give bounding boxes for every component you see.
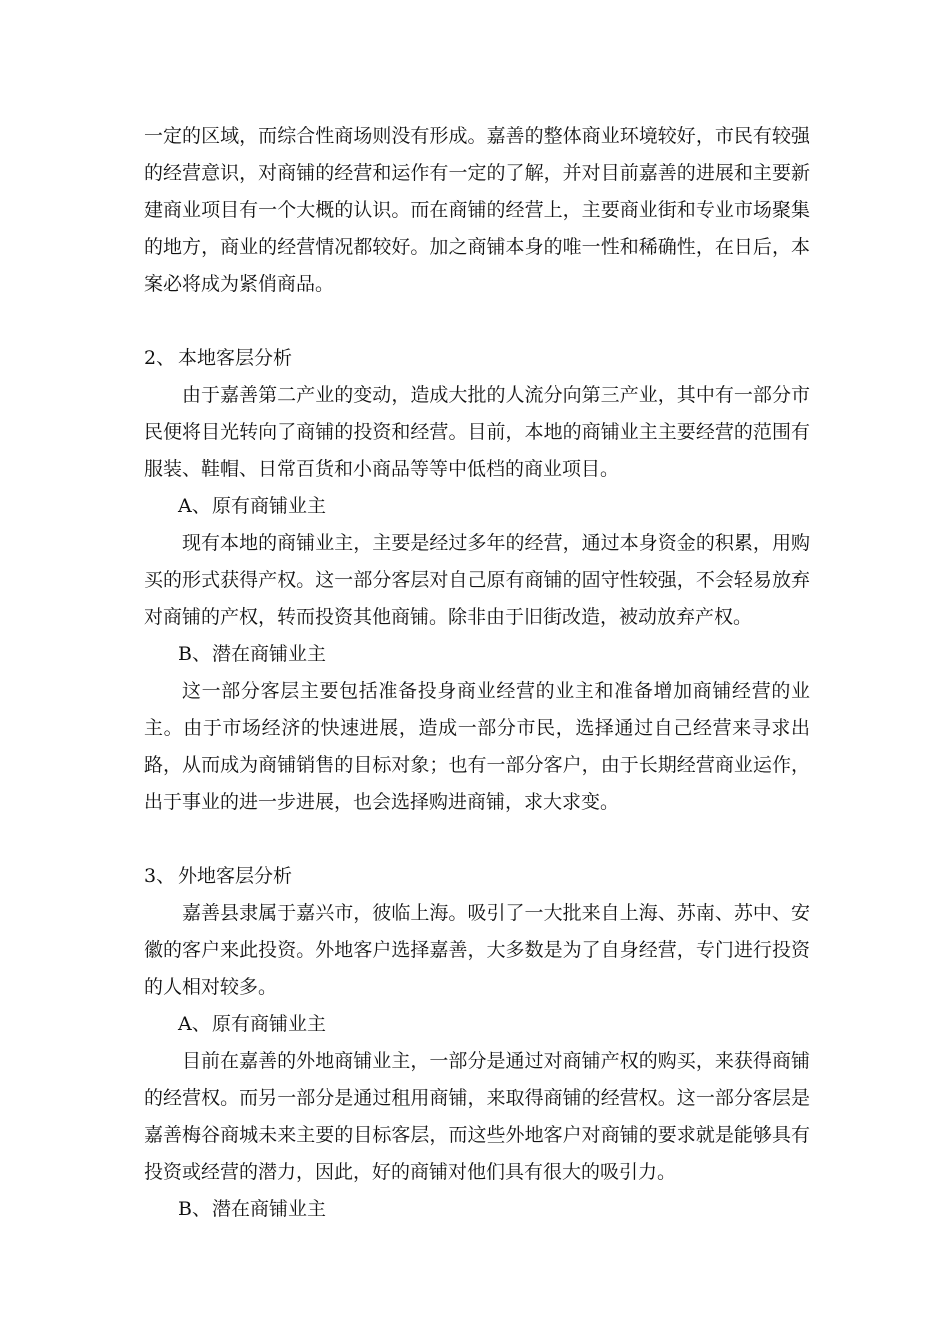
section-2-sub-a-title: 原有商铺业主 [212, 495, 327, 517]
section-3-sub-a-paragraph: 目前在嘉善的外地商铺业主，一部分是通过对商铺产权的购买，来获得商铺的经营权。而另一部分是通过租用商铺，来取得商铺的经营权。这一部分客层是嘉善梅谷商城未来主要的目标客层，而这些外地客户对商铺的要求就是能够具有投资或经营的潜力，因此，好的商铺对他们具有很大的吸引力。 [144, 1050, 810, 1183]
section-3-sub-b-heading [144, 1191, 810, 1228]
section-2-number: 2、 [144, 347, 176, 369]
section-3-sub-a-marker: A、 [178, 1013, 211, 1035]
section-3-number: 3、 [144, 865, 176, 887]
section-2-sub-b-marker: B、 [178, 643, 211, 665]
section-2-paragraph: 由于嘉善第二产业的变动，造成大批的人流分向第三产业，其中有一部分市民便将目光转向了商铺的投资和经营。目前，本地的商铺业主主要经营的范围有服装、鞋帽、日常百货和小商品等等中低档的商业项目。 [144, 384, 810, 480]
section-2-title: 本地客层分析 [178, 347, 293, 369]
section-3-sub-b-title: 潜在商铺业主 [212, 1198, 327, 1220]
document-body [144, 118, 810, 1228]
section-3-sub-a-title: 原有商铺业主 [212, 1013, 327, 1035]
section-3-paragraph: 嘉善县隶属于嘉兴市，彼临上海。吸引了一大批来自上海、苏南、苏中、安徽的客户来此投资。外地客户选择嘉善，大多数是为了自身经营，专门进行投资的人相对较多。 [144, 902, 810, 998]
section-3-sub-a-heading [144, 1006, 810, 1043]
section-2-sub-a-paragraph: 现有本地的商铺业主，主要是经过多年的经营，通过本身资金的积累，用购买的形式获得产权。这一部分客层对自己原有商铺的固守性较强，不会轻易放弃对商铺的产权，转而投资其他商铺。除非由于旧街改造，被动放弃产权。 [144, 532, 810, 628]
section-2-sub-b-paragraph: 这一部分客层主要包括准备投身商业经营的业主和准备增加商铺经营的业主。由于市场经济的快速进展，造成一部分市民，选择通过自己经营来寻求出路，从而成为商铺销售的目标对象；也有一部分客户，由于长期经营商业运作，出于事业的进一步进展，也会选择购进商铺，求大求变。 [144, 680, 810, 813]
intro-paragraph: 一定的区域，而综合性商场则没有形成。嘉善的整体商业环境较好，市民有较强的经营意识，对商铺的经营和运作有一定的了解，并对目前嘉善的进展和主要新建商业项目有一个大概的认识。而在商铺的经营上，主要商业街和专业市场聚集的地方，商业的经营情况都较好。加之商铺本身的唯一性和稀确性，在日后，本案必将成为紧俏商品。 [144, 125, 810, 295]
section-3-sub-b-marker: B、 [178, 1198, 211, 1220]
section-3-title: 外地客层分析 [178, 865, 293, 887]
section-2-sub-a-heading [144, 488, 810, 525]
section-2-sub-a-marker: A、 [178, 495, 211, 517]
section-3-heading [144, 858, 810, 895]
section-2-sub-b-title: 潜在商铺业主 [212, 643, 327, 665]
section-2-heading [144, 340, 810, 377]
section-2-sub-b-heading [144, 636, 810, 673]
